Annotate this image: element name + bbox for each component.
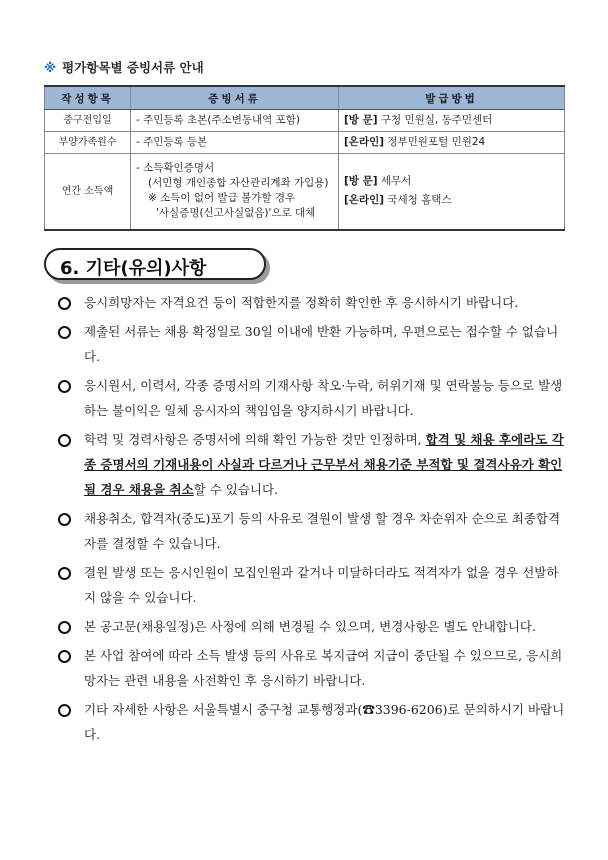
section-heading-text: 6. 기타(유의)사항 bbox=[60, 258, 207, 279]
circle-bullet-icon bbox=[58, 297, 71, 310]
row-item: 중구전입일 bbox=[45, 110, 131, 132]
row-method: [온라인] 정부민원포털 민원24 bbox=[339, 132, 565, 154]
list-item: 기타 자세한 사항은 서울특별시 중구청 교통행정과(☎3396-6206)로 문의하시기 바랍니다. bbox=[58, 697, 568, 747]
list-item: 본 사업 참여에 따라 소득 발생 등의 사유로 복지급여 지급이 중단될 수 있으므로, 응시희망자는 관련 내용을 사전확인 후 응시하기 바랍니다. bbox=[58, 643, 568, 693]
circle-bullet-icon bbox=[58, 380, 71, 393]
list-item: 학력 및 경력사항은 증명서에 의해 확인 가능한 것만 인정하며, 합격 및 채용 후에라도 각종 증명서의 기재내용이 사실과 다르거나 근무부서 채용기준 부적합 및 결격사유가 확인될 경우 채용을 취소할 수 있습니다. bbox=[58, 427, 568, 502]
row-documents: - 소득확인증명서 (서민형 개인종합 자산관리계좌 가입용) ※ 소득이 없어 발급 불가할 경우 '사실증명(신고사실없음)'으로 대체 bbox=[131, 154, 339, 230]
notes-list bbox=[58, 290, 568, 751]
circle-bullet-icon bbox=[58, 704, 71, 717]
circle-bullet-icon bbox=[58, 434, 71, 447]
table-row bbox=[45, 110, 565, 132]
circle-bullet-icon bbox=[58, 513, 71, 526]
row-documents: - 주민등록 등본 bbox=[131, 132, 339, 154]
circle-bullet-icon bbox=[58, 621, 71, 634]
header-documents: 증빙서류 bbox=[131, 86, 339, 110]
circle-bullet-icon bbox=[58, 326, 71, 339]
table-row bbox=[45, 154, 565, 230]
list-item: 결원 발생 또는 응시인원이 모집인원과 같거나 미달하더라도 적격자가 없을 경우 선발하지 않을 수 있습니다. bbox=[58, 560, 568, 610]
section-title-text: 평가항목별 증빙서류 안내 bbox=[62, 60, 204, 75]
circle-bullet-icon bbox=[58, 567, 71, 580]
section-title bbox=[44, 58, 204, 76]
list-item: 본 공고문(채용일정)은 사정에 의해 변경될 수 있으며, 변경사항은 별도 안내합니다. bbox=[58, 614, 568, 639]
table-row bbox=[45, 132, 565, 154]
evidence-documents-table bbox=[44, 85, 565, 231]
list-item: 제출된 서류는 채용 확정일로 30일 이내에 반환 가능하며, 우편으로는 접수할 수 없습니다. bbox=[58, 319, 568, 369]
header-method: 발급방법 bbox=[339, 86, 565, 110]
row-item: 부양가족원수 bbox=[45, 132, 131, 154]
section-heading bbox=[44, 248, 266, 280]
reference-mark: ※ bbox=[44, 60, 57, 75]
row-documents: - 주민등록 초본(주소변동내역 포함) bbox=[131, 110, 339, 132]
circle-bullet-icon bbox=[58, 650, 71, 663]
cancellation-warning: 합격 및 채용 후에라도 각종 증명서의 기재내용이 사실과 다르거나 근무부서 채용기준 부적합 및 결격사유가 확인될 경우 채용을 취소 bbox=[84, 432, 564, 497]
list-item: 채용취소, 합격자(중도)포기 등의 사유로 결원이 발생 할 경우 차순위자 순으로 최종합격자를 결정할 수 있습니다. bbox=[58, 506, 568, 556]
row-method: [방 문] 세무서 [온라인] 국세청 홈택스 bbox=[339, 154, 565, 230]
row-method: [방 문] 구청 민원실, 동주민센터 bbox=[339, 110, 565, 132]
list-item: 응시원서, 이력서, 각종 증명서의 기재사항 착오·누락, 허위기재 및 연락불능 등으로 발생하는 불이익은 일체 응시자의 책임임을 양지하시기 바랍니다. bbox=[58, 373, 568, 423]
table-header-row bbox=[45, 86, 565, 110]
list-item: 응시희망자는 자격요건 등이 적합한지를 정확히 확인한 후 응시하시기 바랍니다. bbox=[58, 290, 568, 315]
header-item: 작성항목 bbox=[45, 86, 131, 110]
row-item: 연간 소득액 bbox=[45, 154, 131, 230]
